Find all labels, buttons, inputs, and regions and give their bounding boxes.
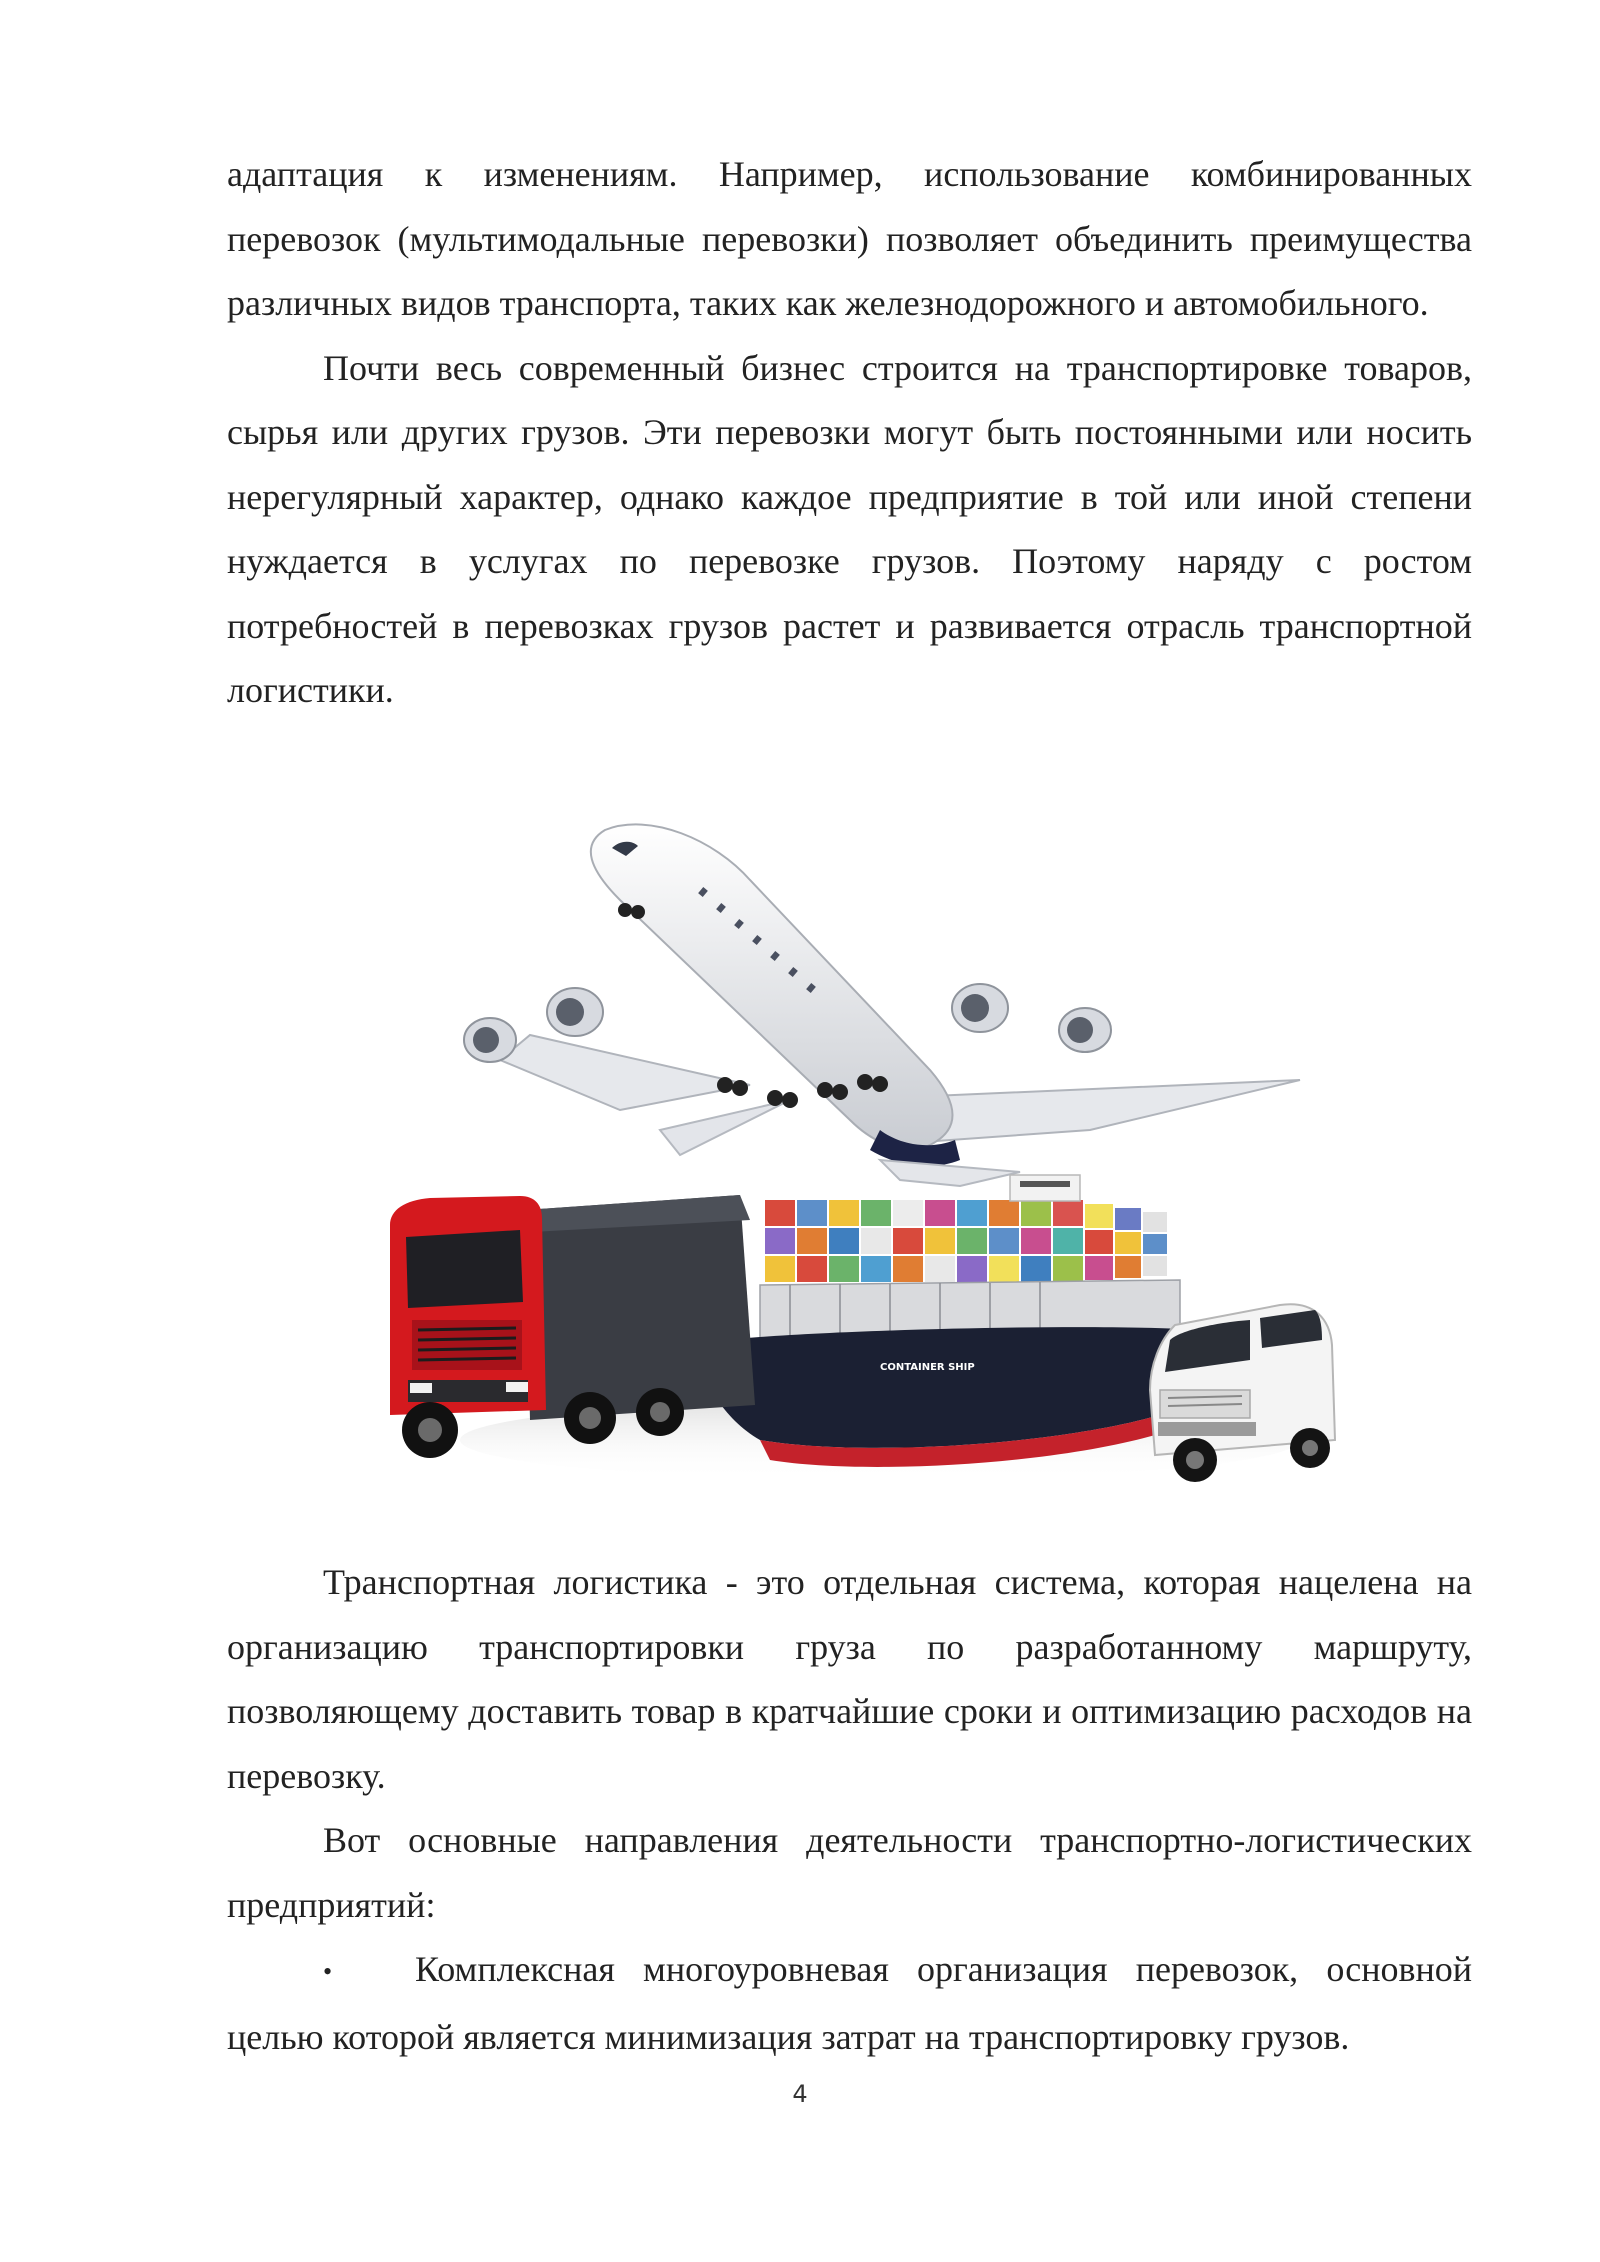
ship-label: CONTAINER SHIP	[880, 1362, 975, 1373]
transport-modes-illustration-icon	[320, 800, 1400, 1520]
container-ship-icon	[690, 1175, 1200, 1467]
text-block-top	[227, 142, 1472, 723]
bullet-marker: •	[323, 1957, 333, 1987]
bullet-item	[227, 1937, 1472, 2069]
paragraph-directions: Вот основные направления деятельности транспортно-логистических предприятий:	[227, 1820, 1472, 1925]
text-block-bottom	[227, 1550, 1472, 2069]
paragraph-continuation: адаптация к изменениям. Например, использование комбинированных перевозок (мультимодальные перевозки) позволяет объединить преимущества различных видов транспорта, таких как железнодорожного и автомобильного.	[227, 154, 1472, 323]
bullet-text: Комплексная многоуровневая организация перевозок, основной целью которой является минимизация затрат на транспортировку грузов.	[227, 1949, 1472, 2057]
transport-illustration	[320, 800, 1400, 1520]
airplane-icon	[464, 824, 1300, 1186]
paragraph-business: Почти весь современный бизнес строится на транспортировке товаров, сырья или других грузов. Эти перевозки могут быть постоянными или носить нерегулярный характер, однако каждое предприятие в той или иной степени нуждается в услугах по перевозке грузов. Поэтому наряду с ростом потребностей в перевозках грузов растет и развивается отрасль транспортной логистики.	[227, 347, 1472, 710]
page-number: 4	[792, 2080, 808, 2108]
paragraph-definition: Транспортная логистика - это отдельная система, которая нацелена на организацию транспортировки груза по разработанному маршруту, позволяющему доставить товар в кратчайшие сроки и оптимизацию расходов на перевозку.	[227, 1562, 1472, 1796]
